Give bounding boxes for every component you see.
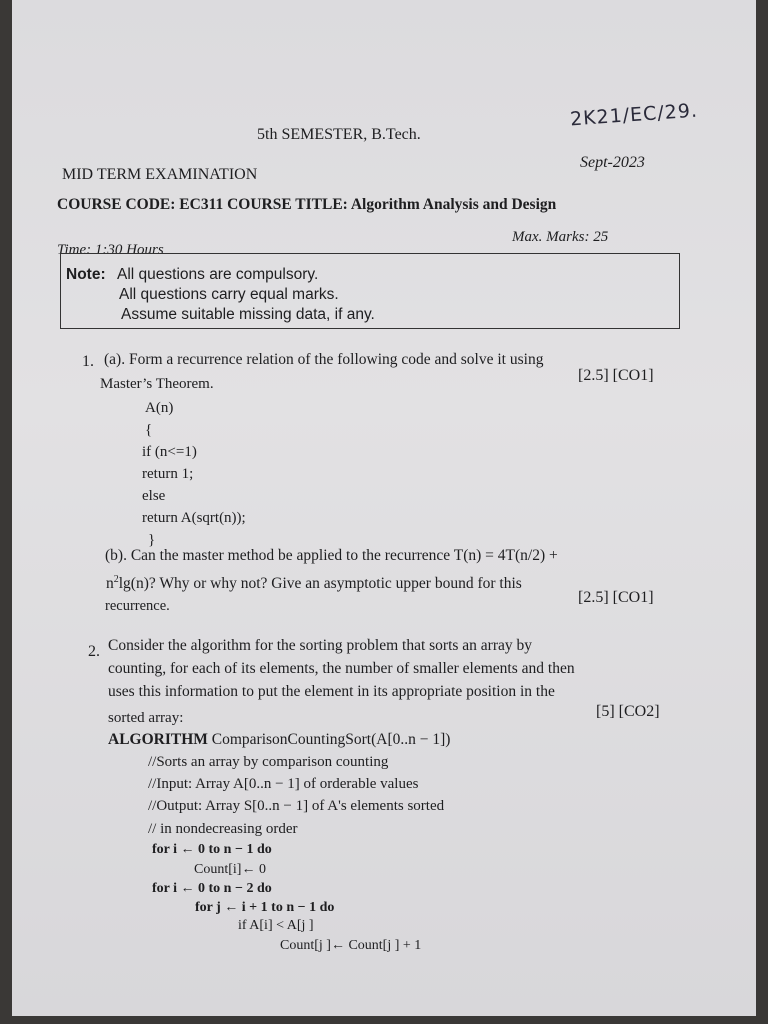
note-label: Note: (66, 266, 106, 283)
algo-line: for i ← 0 to n − 2 do (152, 881, 272, 896)
exam-date: Sept-2023 (580, 154, 645, 171)
algo-line: for i ← 0 to n − 1 do (152, 842, 272, 857)
q1a-line: Master’s Theorem. (100, 376, 214, 392)
note-line: All questions carry equal marks. (119, 286, 339, 303)
q1a-line: (a). Form a recurrence relation of the following code and solve it using (104, 351, 544, 368)
q1a-marks: [2.5] [CO1] (578, 367, 654, 384)
q1b-marks: [2.5] [CO1] (578, 589, 654, 606)
algorithm-header: ALGORITHM ComparisonCountingSort(A[0..n − 1]) (108, 731, 451, 748)
q1b-line: recurrence. (105, 598, 170, 614)
q2-line: sorted array: (108, 710, 184, 726)
q2-marks: [5] [CO2] (596, 703, 660, 720)
code-line: A(n) (145, 400, 174, 416)
handwritten-roll-number: 2K21/EC/29. (569, 99, 699, 131)
max-marks: Max. Marks: 25 (512, 229, 609, 245)
q1b-line: $n^2\lg(n)$? Why or why not? Give an asymptotic upper bound for this (106, 574, 522, 593)
note-line: Assume suitable missing data, if any. (121, 306, 375, 323)
note-line: All questions are compulsory. (117, 266, 319, 283)
semester-heading: 5th SEMESTER, B.Tech. (257, 126, 421, 143)
code-line: } (148, 532, 156, 548)
exam-time: Time: 1:30 Hours (57, 242, 164, 258)
q2-number: 2. (88, 643, 100, 660)
algo-comment: // in nondecreasing order (148, 821, 298, 837)
code-line: { (145, 422, 153, 438)
q1-number: 1. (82, 353, 94, 370)
q1b-line: (b). Can the master method be applied to the recurrence T(n) = 4T(n/2) + (105, 547, 558, 564)
q2-line: uses this information to put the element in its appropriate position in the (108, 683, 555, 700)
code-line: if (n<=1) (142, 444, 197, 460)
code-line: return 1; (142, 466, 194, 482)
code-line: else (142, 488, 166, 504)
algo-line: Count[i]← 0 (194, 862, 266, 877)
exam-sheet (12, 0, 756, 1016)
algo-line: if A[i] < A[j ] (238, 918, 314, 933)
algo-comment: //Sorts an array by comparison counting (148, 754, 389, 770)
exam-heading: MID TERM EXAMINATION (62, 166, 258, 183)
q2-line: Consider the algorithm for the sorting problem that sorts an array by (108, 637, 533, 654)
course-line: COURSE CODE: EC311 COURSE TITLE: Algorithm Analysis and Design (57, 196, 557, 213)
algo-line: Count[j ]← Count[j ] + 1 (280, 938, 422, 953)
note-box (60, 253, 680, 329)
q2-line: counting, for each of its elements, the number of smaller elements and then (108, 660, 575, 677)
algo-line: for j ← i + 1 to n − 1 do (195, 900, 335, 915)
code-line: return A(sqrt(n)); (142, 510, 246, 526)
algo-comment: //Input: Array A[0..n − 1] of orderable values (148, 776, 419, 792)
algo-comment: //Output: Array S[0..n − 1] of A's elements sorted (148, 798, 445, 814)
